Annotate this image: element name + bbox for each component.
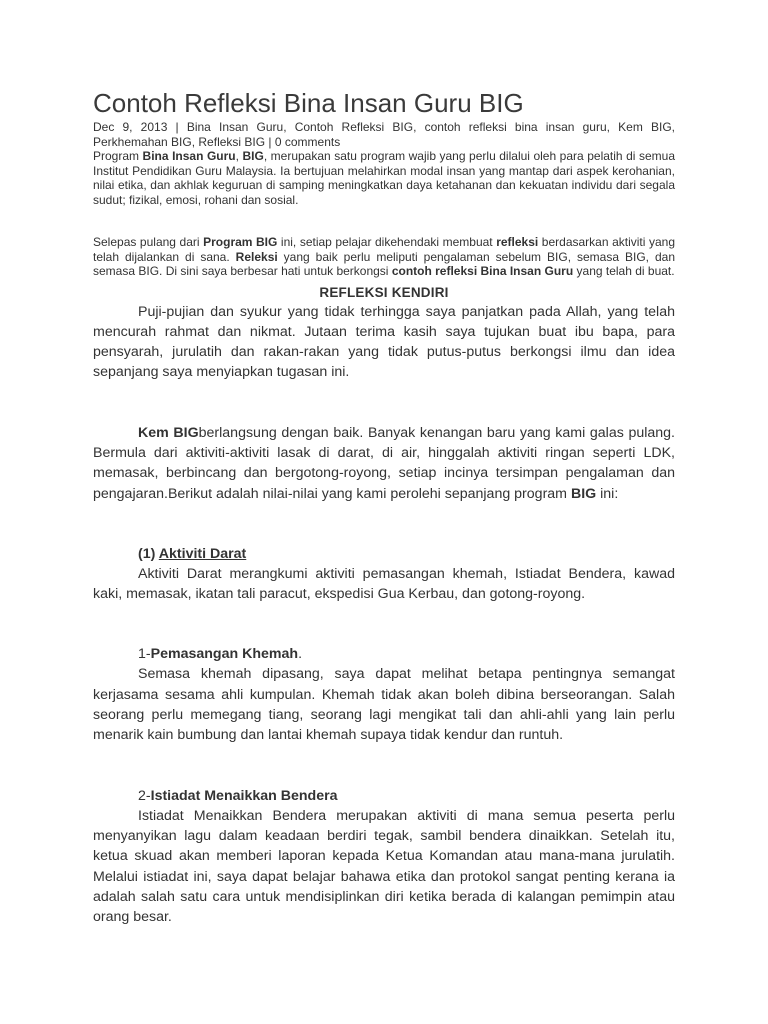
tag-link[interactable]: Bina Insan Guru <box>186 120 284 134</box>
subsection-text-pemasangan-khemah: Semasa khemah dipasang, saya dapat melihat betapa pentingnya semangat kerjasama sesama ahli kumpulan. Khemah tidak akan boleh dibina berseorangan. Salah seorang perlu memegang tiang, seorang lagi mengikat tali dan ahli-ahli yang lain perlu menarik kain bumbung dan lantai khemah supaya tidak kendur dan runtuh. <box>93 666 675 744</box>
tag-link[interactable]: Refleksi BIG <box>198 134 266 149</box>
tag-link[interactable]: Perkhemahan BIG <box>93 134 192 149</box>
article <box>93 88 675 927</box>
post-meta: Dec 9, 2013 | Bina Insan Guru, Contoh Refleksi BIG, contoh refleksi bina insan guru, Kem BIG, Perkhemahan BIG, Refleksi BIG | 0 comments <box>93 120 675 149</box>
subsection-text-istiadat: Istiadat Menaikkan Bendera merupakan aktiviti di mana semua peserta perlu menyanyikan lagu dalam keadaan berdiri tegak, sambil bendera dinaikkan. Setelah itu, ketua skuad akan memberi laporan kepada Ketua Komandan atau mana-mana jurulatih. Melalui istiadat ini, saya dapat belajar bahawa etika dan protokol sangat penting kerana ia adalah salah satu cara untuk mendisiplinkan diri ketika berada di kalangan pemimpin atau orang besar. <box>93 807 675 926</box>
post-title: Contoh Refleksi Bina Insan Guru BIG <box>93 88 524 118</box>
comments-link[interactable]: 0 comments <box>274 134 341 149</box>
post-date: Dec 9, 2013 <box>93 120 168 134</box>
tag-link[interactable]: Kem BIG <box>618 120 672 134</box>
section-heading-aktiviti-darat: (1) Aktiviti Darat <box>138 545 247 562</box>
tag-link[interactable]: Contoh Refleksi BIG <box>294 120 414 134</box>
reflection-paragraph-1: Puji-pujian dan syukur yang tidak terhingga saya panjatkan pada Allah, yang telah mencurah rahmat dan nikmat. Jutaan terima kasih saya tujukan buat ibu bapa, para pensyarah, jurulatih dan rakan-rakan yang tidak putus-putus berkongsi ilmu dan idea sepanjang saya menyiapkan tugasan ini. <box>93 303 675 381</box>
tag-link[interactable]: contoh refleksi bina insan guru <box>424 120 607 134</box>
intro-paragraph-1: Program Bina Insan Guru, BIG, merupakan satu program wajib yang perlu dilalui oleh para pelatih di semua Institut Pendidikan Guru Malaysia. Ia bertujuan melahirkan modal insan yang mantap dari aspek kerohanian, nilai etika, dan akhlak keguruan di samping meningkatkan daya ketahanan dan kekuatan individu dari segala sudut; fizikal, emosi, rohani dan sosial. <box>93 149 675 207</box>
subsection-heading-istiadat: 2-Istiadat Menaikkan Bendera <box>138 787 338 804</box>
section-text-aktiviti-darat: Aktiviti Darat merangkumi aktiviti pemasangan khemah, Istiadat Bendera, kawad kaki, memasak, ikatan tali paracut, ekspedisi Gua Kerbau, dan gotong-royong. <box>93 565 675 603</box>
reflection-heading: REFLEKSI KENDIRI <box>319 284 449 300</box>
intro-paragraph-2: Selepas pulang dari Program BIG ini, setiap pelajar dikehendaki membuat refleksi berdasarkan aktiviti yang telah dijalankan di sana. Releksi yang baik perlu meliputi pengalaman sebelum BIG, semasa BIG, dan semasa BIG. Di sini saya berbesar hati untuk berkongsi contoh refleksi Bina Insan Guru yang telah di buat. <box>93 235 676 278</box>
subsection-heading-pemasangan-khemah: 1-Pemasangan Khemah. <box>138 646 303 663</box>
reflection-paragraph-2: Kem BIGberlangsung dengan baik. Banyak kenangan baru yang kami galas pulang. Bermula dari aktiviti-aktiviti lasak di darat, di air, hinggalah aktiviti ringan seperti LDK, memasak, berbincang dan bergotong-royong, setiap incinya tersimpan pengalaman dan pengajaran.Berikut adalah nilai-nilai yang kami perolehi sepanjang program BIG ini: <box>93 424 676 502</box>
